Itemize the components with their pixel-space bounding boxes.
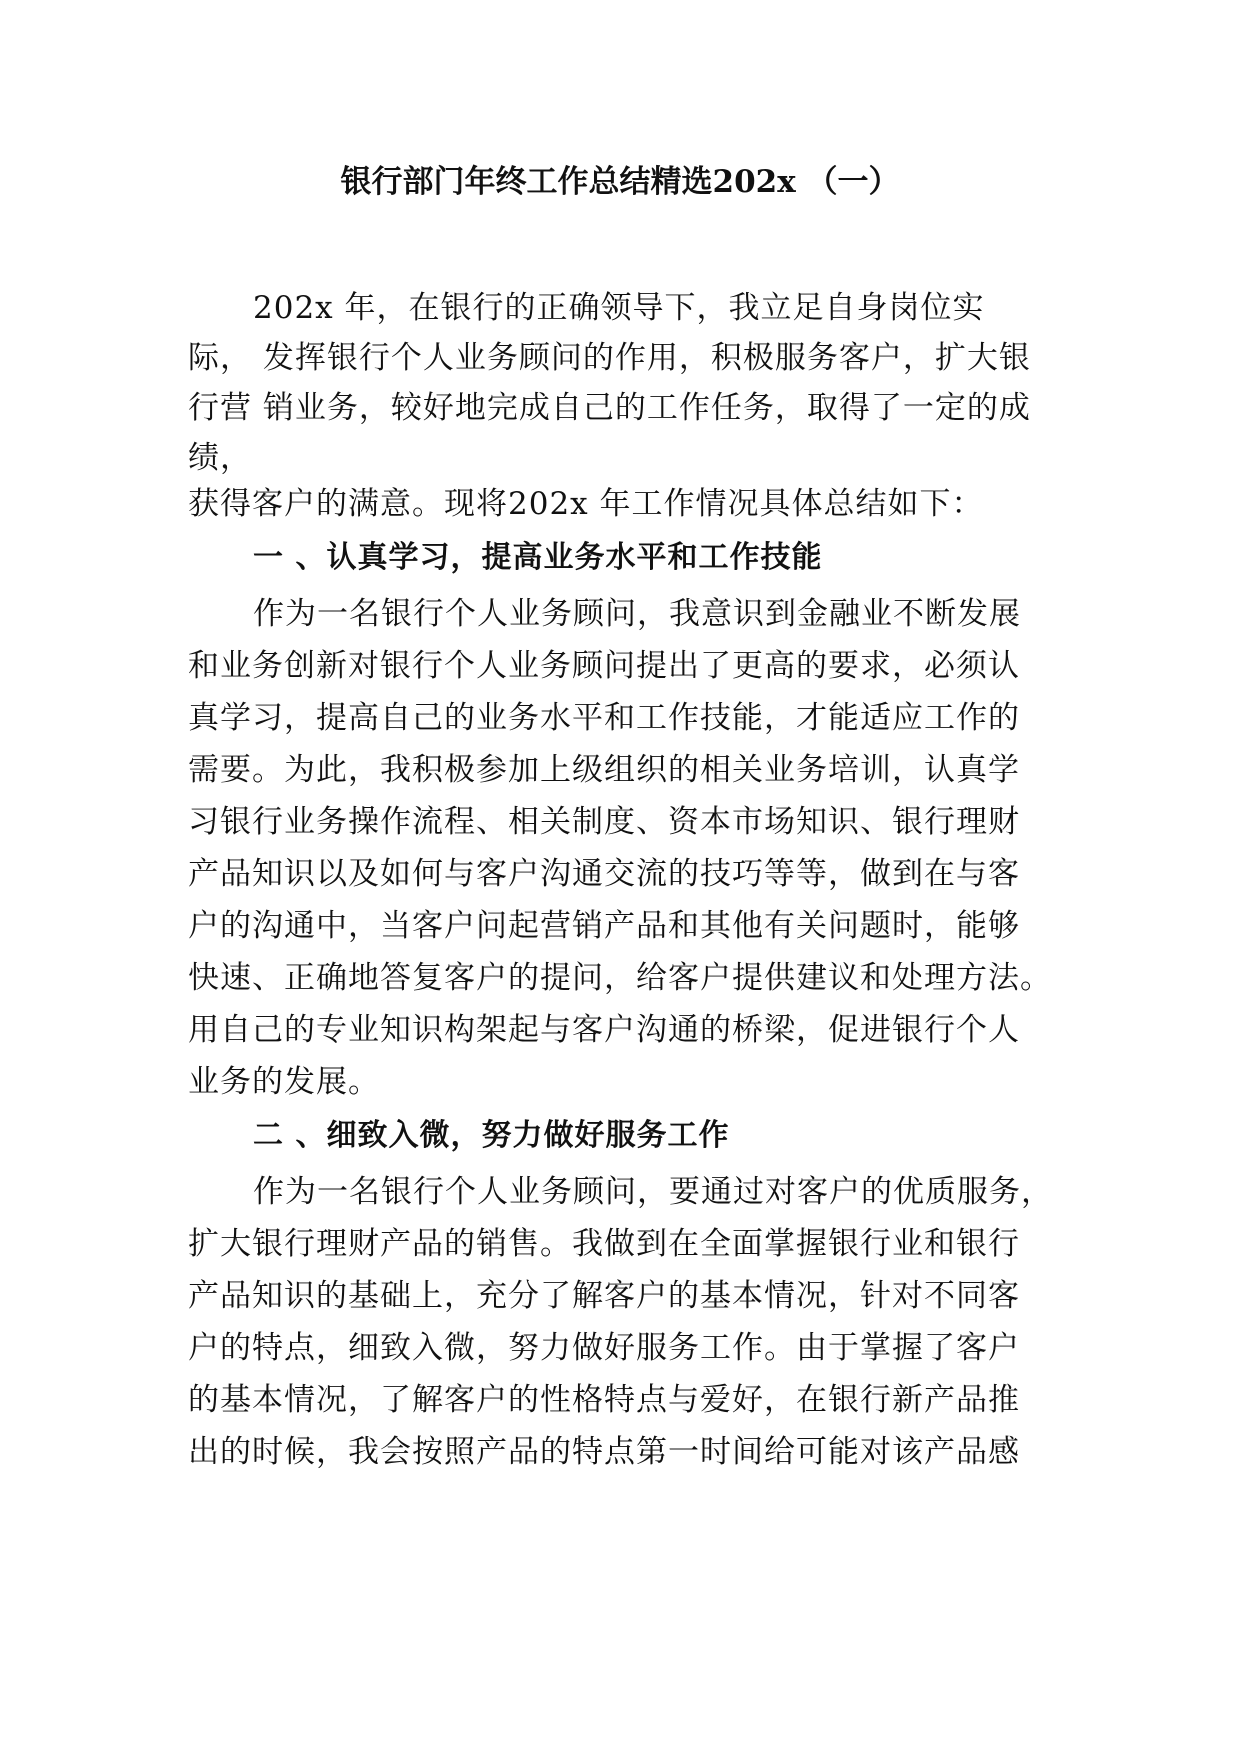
body-line: 出的时候，我会按照产品的特点第一时间给可能对该产品感 xyxy=(188,1434,1020,1470)
body-line: 和业务创新对银行个人业务顾问提出了更高的要求，必须认 xyxy=(188,648,1020,684)
body-line: 扩大银行理财产品的销售。我做到在全面掌握银行业和银行 xyxy=(188,1226,1020,1262)
body-line: 作为一名银行个人业务顾问，我意识到金融业不断发展 xyxy=(253,596,1021,632)
intro-line: 行营 销业务，较好地完成自己的工作任务，取得了一定的成 xyxy=(188,390,1031,426)
body-line: 户的沟通中，当客户问起营销产品和其他有关问题时，能够 xyxy=(188,908,1020,944)
body-line: 用自己的专业知识构架起与客户沟通的桥梁，促进银行个人 xyxy=(188,1012,1020,1048)
document-title: 银行部门年终工作总结精选202x （一） xyxy=(340,164,900,200)
intro-line: 绩， xyxy=(188,440,252,476)
body-line: 业务的发展。 xyxy=(188,1064,380,1100)
body-line: 户的特点，细致入微，努力做好服务工作。由于掌握了客户 xyxy=(188,1330,1020,1366)
intro-line: 获得客户的满意。现将202x 年工作情况具体总结如下： xyxy=(188,486,984,522)
body-line: 需要。为此，我积极参加上级组织的相关业务培训，认真学 xyxy=(188,752,1020,788)
body-line: 习银行业务操作流程、相关制度、资本市场知识、银行理财 xyxy=(188,804,1020,840)
intro-line: 际， 发挥银行个人业务顾问的作用，积极服务客户，扩大银 xyxy=(188,340,1031,376)
body-line: 作为一名银行个人业务顾问，要通过对客户的优质服务， xyxy=(253,1174,1053,1210)
body-line: 产品知识以及如何与客户沟通交流的技巧等等，做到在与客 xyxy=(188,856,1020,892)
body-line: 真学习，提高自己的业务水平和工作技能，才能适应工作的 xyxy=(188,700,1020,736)
body-line: 的基本情况，了解客户的性格特点与爱好，在银行新产品推 xyxy=(188,1382,1020,1418)
intro-line: 202x 年，在银行的正确领导下，我立足自身岗位实 xyxy=(253,290,985,326)
section-heading-2: 二 、细致入微，努力做好服务工作 xyxy=(253,1118,730,1153)
body-line: 快速、正确地答复客户的提问，给客户提供建议和处理方法。 xyxy=(188,960,1052,996)
section-heading-1: 一 、认真学习，提高业务水平和工作技能 xyxy=(253,540,823,575)
body-line: 产品知识的基础上，充分了解客户的基本情况，针对不同客 xyxy=(188,1278,1020,1314)
